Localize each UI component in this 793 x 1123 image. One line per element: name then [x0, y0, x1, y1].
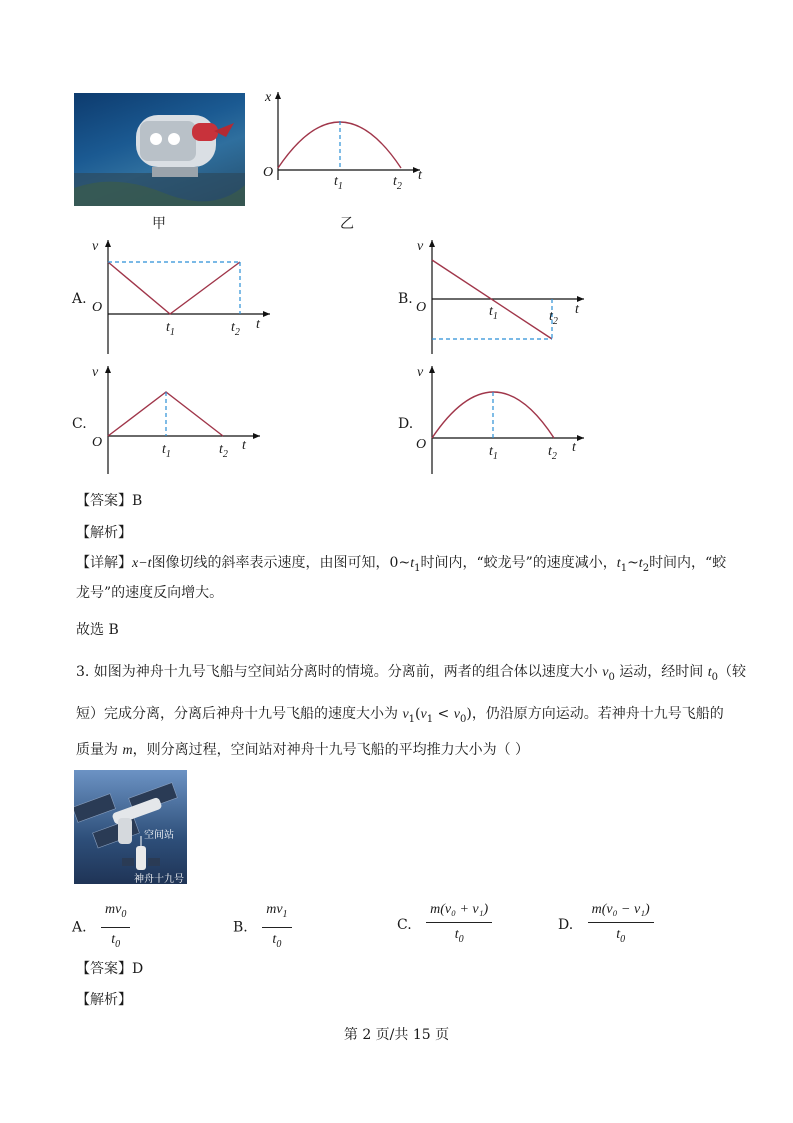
option-a-t1: $t_1$	[166, 320, 175, 338]
option-a-label: A.	[72, 291, 87, 307]
q3-option-a-fraction: $\frac{mv_0}{t_0}$	[101, 900, 130, 955]
option-a-graph	[100, 236, 280, 361]
option-c-origin: O	[92, 435, 103, 450]
q3-option-d[interactable]: D. $\frac{\text{m(v₀ − v₁)}}{t_0}$	[558, 900, 654, 950]
option-b-graph	[424, 236, 594, 361]
xt-graph-x-label: x	[265, 90, 272, 105]
option-a-t-axis: t	[256, 317, 260, 332]
space-station-photo	[74, 770, 187, 884]
q3-line3: 质量为 m，则分离过程，空间站对神舟十九号飞船的平均推力大小为（ ）	[76, 742, 530, 758]
submarine-illustration	[74, 93, 245, 206]
q3-line2: 短）完成分离，分离后神舟十九号飞船的速度大小为 $v_1(v_1 < v_0)$，仍沿原方向运动。若神舟十九号飞船的	[76, 706, 724, 725]
option-c-v: v	[92, 365, 99, 380]
option-c-t1: $t_1$	[162, 442, 171, 460]
q2-answer: 【答案】B	[76, 493, 143, 509]
figure-jia-caption: 甲	[152, 216, 166, 232]
option-c-t-axis: t	[242, 438, 246, 453]
q3-option-d-fraction: $\frac{\text{m(v₀ − v₁)}}{t_0}$	[588, 900, 654, 950]
option-b-t-axis: t	[575, 302, 579, 317]
option-b-label: B.	[398, 291, 413, 307]
option-d-graph	[424, 362, 594, 482]
xt-graph-t-axis: t	[418, 168, 422, 183]
q3-answer: 【答案】D	[76, 961, 144, 977]
option-b-origin: O	[416, 300, 427, 315]
xt-graph-origin: O	[263, 165, 274, 180]
option-d-label: D.	[398, 416, 414, 432]
option-b-v: v	[417, 239, 424, 254]
option-c-graph	[100, 362, 270, 482]
q3-option-b[interactable]: B. $\frac{mv_1}{t_0}$	[233, 900, 292, 955]
q2-detail-line1: 【详解】x−t图像切线的斜率表示速度，由图可知，$0\sim t_1$时间内，“蛟龙号”的速度减小，$t_1\sim t_2$时间内，“蛟	[76, 555, 727, 574]
option-c-label: C.	[72, 416, 87, 432]
q3-line1: 3. 如图为神舟十九号飞船与空间站分离时的情境。分离前，两者的组合体以速度大小 $v_0$ 运动，经时间 $t_0$（较	[76, 664, 747, 683]
figure-yi-caption: 乙	[340, 216, 354, 232]
option-d-t-axis: t	[572, 440, 576, 455]
q3-analysis-heading: 【解析】	[76, 992, 132, 1008]
q3-option-b-fraction: $\frac{mv_1}{t_0}$	[262, 900, 291, 955]
xt-graph-t2: $t_2$	[393, 174, 402, 192]
option-a-v: v	[92, 239, 99, 254]
option-a-t2: $t_2$	[231, 320, 240, 338]
option-c-t2: $t_2$	[219, 442, 228, 460]
xt-graph-t1: $t_1$	[334, 174, 343, 192]
option-a-origin: O	[92, 300, 103, 315]
q2-analysis-heading: 【解析】	[76, 525, 132, 541]
q3-option-a[interactable]: A. $\frac{mv_0}{t_0}$	[72, 900, 130, 955]
q2-detail-line2: 龙号”的速度反向增大。	[76, 585, 224, 601]
q3-option-c-fraction: $\frac{\text{m(v₀ + v₁)}}{t_0}$	[426, 900, 492, 950]
submarine-photo	[74, 93, 245, 206]
option-d-t2: $t_2$	[548, 444, 557, 462]
option-d-v: v	[417, 365, 424, 380]
option-b-t1: $t_1$	[489, 304, 498, 322]
option-d-t1: $t_1$	[489, 444, 498, 462]
photo-label-station: 空间站	[144, 830, 174, 841]
page-footer: 第 2 页/共 15 页	[343, 1027, 450, 1043]
q3-option-c[interactable]: C. $\frac{\text{m(v₀ + v₁)}}{t_0}$	[397, 900, 492, 950]
photo-label-shenzhou: 神舟十九号	[134, 874, 184, 884]
q2-conclusion: 故选 B	[76, 622, 119, 638]
option-b-t2: $t_2$	[549, 309, 558, 327]
option-d-origin: O	[416, 437, 427, 452]
